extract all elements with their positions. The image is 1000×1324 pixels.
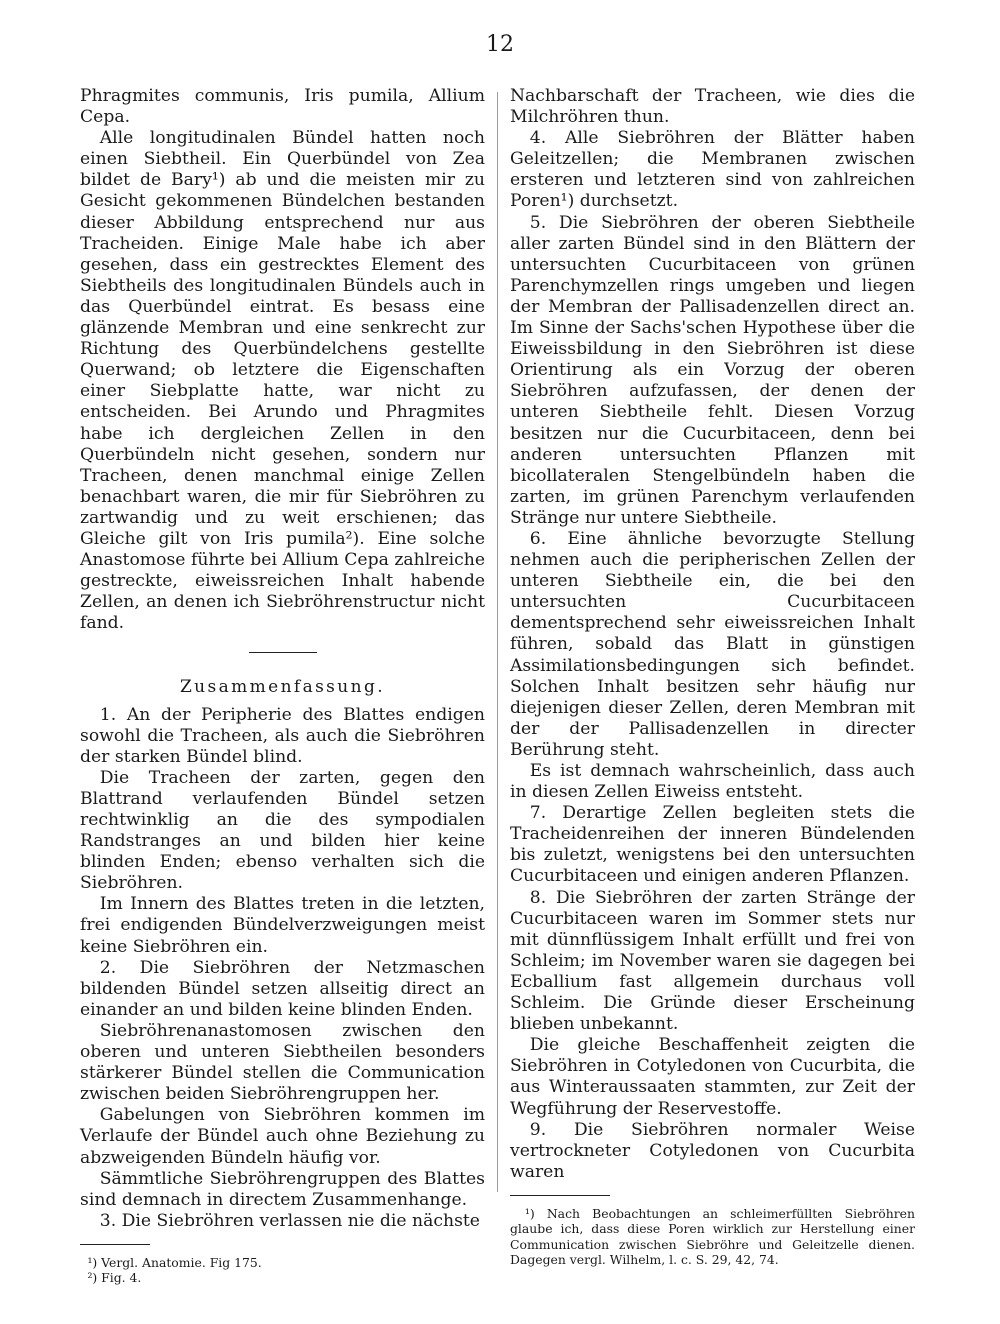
- right-paragraph-8: Die gleiche Beschaffenheit zeigten die Siebröhren in Cotyledonen von Cucurbita, die aus Winteraussaaten stammten, zur Zeit der Wegführung der Reservestoffe.: [510, 1035, 915, 1119]
- left-paragraph-1: Phragmites communis, Iris pumila, Allium Cepa.: [80, 86, 485, 128]
- footnote-rule: [80, 1244, 150, 1245]
- footnote-rule: [510, 1195, 610, 1196]
- left-paragraph-2: Alle longitudinalen Bündel hatten noch einen Siebtheil. Ein Querbündel von Zea bildet de Bary¹) ab und die meisten mir zu Gesicht gekommenen Bündelchen bestanden dieser Abbildung entsprechend nur aus Tracheiden. Einige Male habe ich aber gesehen, dass ein gestrecktes Element des Siebtheils des longitudinalen Bündels auch in das Querbündel eintrat. Es besass eine glänzende Membran und eine senkrecht zur Richtung des Querbündelchens gestellte Querwand; ob letztere die Eigenschaften einer Siebplatte hatte, war nicht zu entscheiden. Bei Arundo und Phragmites habe ich dergleichen Zellen in den Querbündeln nicht gesehen, sondern nur Tracheen, denen manchmal einige Zellen benachbart waren, die mir für Siebröhren zu zartwandig und zu weit erschienen; das Gleiche gilt von Iris pumila²). Eine solche Anastomose führte bei Allium Cepa zahlreiche gestreckte, eiweissreichen Inhalt habende Zellen, an denen ich Siebröhrenstructur nicht fand.: [80, 128, 485, 634]
- right-paragraph-9: 9. Die Siebröhren normaler Weise vertrockneter Cotyledonen von Cucurbita waren: [510, 1119, 915, 1182]
- summary-paragraph-6: Gabelungen von Siebröhren kommen im Verlaufe der Bündel auch ohne Beziehung zu abzweigenden Bündeln häufig vor.: [80, 1105, 485, 1168]
- right-column: [510, 86, 915, 1268]
- left-column: [80, 86, 485, 1286]
- footnote-1: ¹) Vergl. Anatomie. Fig 175.: [87, 1254, 262, 1270]
- section-heading: Zusammenfassung.: [179, 677, 385, 698]
- summary-paragraph-8: 3. Die Siebröhren verlassen nie die nächste: [99, 1210, 480, 1231]
- footnote-3: ¹) Nach Beobachtungen an schleimerfüllten Siebröhren glaube ich, dass diese Poren wirklich zur Herstellung einer Communication zwischen Siebröhre und Geleitzelle dienen. Dagegen vergl. Wilhelm, l. c. S. 29, 42, 74.: [510, 1205, 915, 1268]
- right-paragraph-3: 5. Die Siebröhren der oberen Siebtheile aller zarten Bündel sind in den Blättern der untersuchten Cucurbitaceen von grünen Parenchymzellen rings umgeben und liegen der Membran der Pallisadenzellen direct an. Im Sinne der Sachs'schen Hypothese über die Eiweissbildung in den Siebröhren ist diese Orientirung als ein Vorzug der oberen Siebröhren aufzufassen, der denen der unteren Siebtheile fehlt. Diesen Vorzug besitzen nur die Cucurbitaceen, denn bei anderen untersuchten Pflanzen mit bicollateralen Stengelbündeln haben die zarten, im grünen Parenchym verlaufenden Stränge nur untere Siebtheile.: [510, 212, 915, 528]
- summary-paragraph-2: Die Tracheen der zarten, gegen den Blattrand verlaufenden Bündel setzen rechtwinklig an die des sympodialen Randstranges an und bilden hier keine blinden Enden; ebenso verhalten sich die Siebröhren.: [80, 767, 485, 894]
- summary-paragraph-4: 2. Die Siebröhren der Netzmaschen bildenden Bündel setzen allseitig direct an einander an und bilden keine blinden Enden.: [80, 957, 485, 1020]
- left-footnotes: [80, 1255, 485, 1286]
- summary-paragraph-3: Im Innern des Blattes treten in die letzten, frei endigenden Bündelverzweigungen meist keine Siebröhren ein.: [80, 894, 485, 957]
- right-paragraph-7: 8. Die Siebröhren der zarten Stränge der Cucurbitaceen waren im Sommer stets nur mit dünnflüssigem Inhalt erfüllt und frei von Schleim; im November waren sie dagegen bei Ecballium fast allgemein durchaus voll Schleim. Die Gründe dieser Erscheinung blieben unbekannt.: [510, 887, 915, 1035]
- right-paragraph-2: 4. Alle Siebröhren der Blätter haben Geleitzellen; die Membranen zwischen ersteren und letzteren sind von zahlreichen Poren¹) durchsetzt.: [510, 128, 915, 212]
- section-separator: [249, 652, 317, 653]
- right-footnotes: [510, 1206, 915, 1268]
- footnote-2: ²) Fig. 4.: [87, 1270, 142, 1286]
- right-paragraph-4: 6. Eine ähnliche bevorzugte Stellung nehmen auch die peripherischen Zellen der unteren Siebtheile ein, die bei den untersuchten Cucurbitaceen dementsprechend sehr eiweissreichen Inhalt führen, sobald das Blatt in günstigen Assimilationsbedingungen sich befindet. Solchen Inhalt besitzen sehr häufig nur diejenigen dieser Zellen, deren Membran mit der der Pallisadenzellen in directer Berührung steht.: [510, 528, 915, 760]
- page-number: 12: [486, 32, 514, 57]
- summary-paragraph-1: 1. An der Peripherie des Blattes endigen sowohl die Tracheen, als auch die Siebröhren der starken Bündel blind.: [80, 704, 485, 767]
- summary-paragraph-5: Siebröhrenanastomosen zwischen den oberen und unteren Siebtheilen besonders stärkerer Bündel stellen die Communication zwischen beiden Siebröhrengruppen her.: [80, 1020, 485, 1105]
- right-paragraph-6: 7. Derartige Zellen begleiten stets die Tracheidenreihen der inneren Bündelenden bis zuletzt, wenigstens bei den untersuchten Cucurbitaceen und einigen anderen Pflanzen.: [510, 803, 915, 887]
- right-paragraph-1: Nachbarschaft der Tracheen, wie dies die Milchröhren thun.: [510, 86, 915, 128]
- right-paragraph-5: Es ist demnach wahrscheinlich, dass auch in diesen Zellen Eiweiss entsteht.: [510, 761, 915, 803]
- summary-paragraph-7: Sämmtliche Siebröhrengruppen des Blattes sind demnach in directem Zusammenhange.: [80, 1168, 485, 1210]
- column-divider: [497, 92, 498, 1192]
